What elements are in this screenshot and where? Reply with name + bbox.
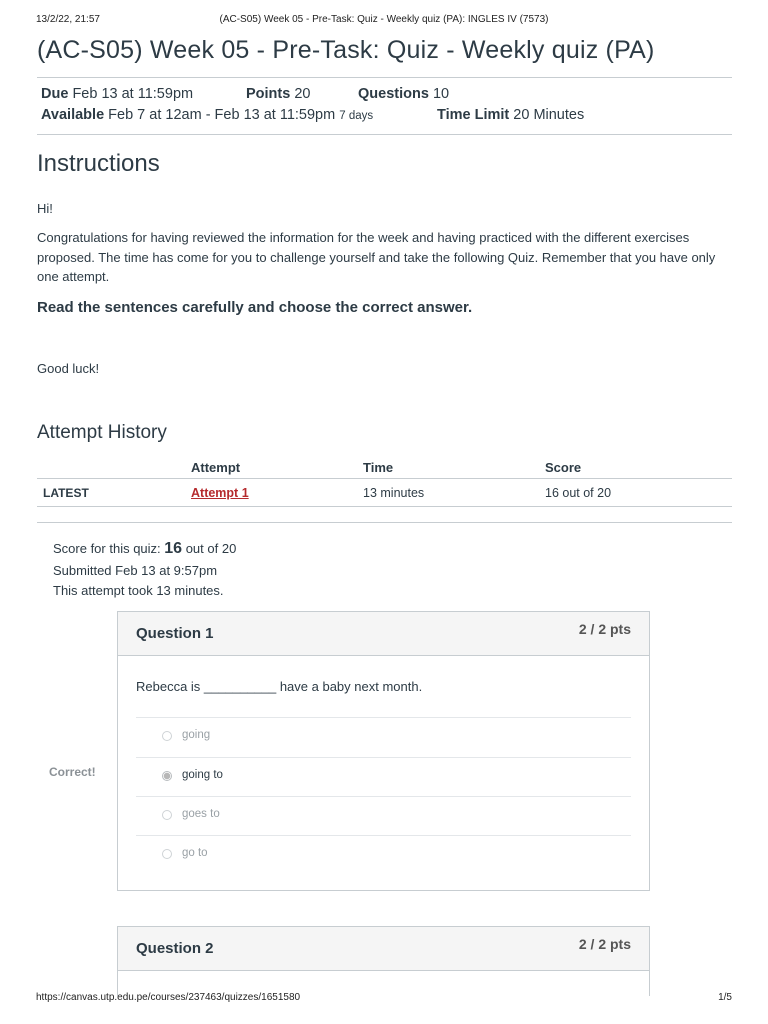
radio-selected-icon[interactable] (162, 771, 172, 781)
due-info (41, 86, 193, 102)
radio-icon[interactable] (162, 810, 172, 820)
print-document-title: (AC-S05) Week 05 - Pre-Task: Quiz - Weekly quiz (PA): INGLES IV (7573) (219, 14, 549, 25)
answer-label: go to (182, 847, 208, 859)
available-info (41, 107, 373, 123)
meta-divider (37, 134, 732, 135)
answer-label: going (182, 729, 211, 741)
answer-option-selected (136, 757, 631, 797)
answer-option (136, 796, 631, 836)
correct-answer-flag: Correct! (49, 765, 96, 779)
instructions-paragraph: Congratulations for having reviewed the information for the week and having practiced with the different exercises proposed. The time has come for you to challenge yourself and take the following Quiz. Remember that you have only one attempt. (37, 230, 716, 284)
question-2-title: Question 2 (136, 940, 214, 957)
instructions-closing: Good luck! (37, 361, 100, 376)
answer-label: goes to (182, 808, 220, 820)
due-value: Feb 13 at 11:59pm (72, 86, 194, 102)
points-info (246, 86, 310, 102)
questions-info (358, 86, 449, 102)
question-2-header (118, 927, 649, 971)
instructions-emphasis: Read the sentences carefully and choose the correct answer. (37, 299, 473, 316)
score-summary (53, 540, 236, 558)
question-1-header (118, 612, 649, 656)
attempt-1-link[interactable]: Attempt 1 (191, 486, 249, 500)
questions-value: 10 (432, 86, 450, 102)
question-1-title: Question 1 (136, 625, 214, 642)
question-card-1 (117, 611, 650, 891)
attempt-score: 16 out of 20 (545, 486, 612, 500)
quiz-title: (AC-S05) Week 05 - Pre-Task: Quiz - Weekly quiz (PA) (37, 36, 655, 64)
instructions-heading: Instructions (37, 150, 160, 177)
duration-text: This attempt took 13 minutes. (53, 583, 224, 598)
print-url: https://canvas.utp.edu.pe/courses/237463/quizzes/1651580 (36, 992, 301, 1003)
title-divider (37, 77, 732, 78)
question-1-text: Rebecca is __________ have a baby next month. (136, 679, 423, 694)
questions-label: Questions (358, 86, 429, 102)
latest-tag: LATEST (43, 486, 89, 500)
submitted-text: Submitted Feb 13 at 9:57pm (53, 563, 218, 578)
radio-icon[interactable] (162, 849, 172, 859)
answer-label-selected: going to (182, 769, 223, 781)
available-label: Available (41, 107, 105, 123)
score-suffix: out of 20 (185, 541, 237, 556)
question-1-points: 2 / 2 pts (578, 621, 631, 637)
instructions-greeting: Hi! (37, 201, 53, 216)
time-limit-label: Time Limit (437, 107, 510, 123)
print-page-number: 1/5 (718, 992, 732, 1003)
print-datetime: 13/2/22, 21:57 (36, 14, 100, 25)
column-header-score: Score (545, 460, 582, 475)
attempt-history-heading: Attempt History (37, 422, 167, 443)
due-label: Due (41, 86, 69, 102)
answer-option (136, 835, 631, 875)
print-header (36, 14, 732, 30)
table-row-divider (37, 506, 732, 507)
column-header-time: Time (363, 460, 394, 475)
points-value: 20 (294, 86, 311, 102)
table-header-divider (37, 478, 732, 479)
time-limit-value: 20 Minutes (513, 107, 585, 123)
attempt-time: 13 minutes (363, 486, 425, 500)
question-card-2 (117, 926, 650, 996)
answer-option (136, 717, 631, 757)
available-days: 7 days (339, 110, 374, 122)
result-divider (37, 522, 732, 523)
points-label: Points (246, 86, 291, 102)
available-value: Feb 7 at 12am - Feb 13 at 11:59pm (108, 107, 336, 123)
question-2-points: 2 / 2 pts (578, 936, 631, 952)
score-prefix: Score for this quiz: (53, 541, 161, 556)
column-header-attempt: Attempt (191, 460, 241, 475)
print-footer (36, 992, 732, 1008)
radio-icon[interactable] (162, 731, 172, 741)
score-value: 16 (164, 540, 183, 557)
time-limit-info (437, 107, 584, 123)
